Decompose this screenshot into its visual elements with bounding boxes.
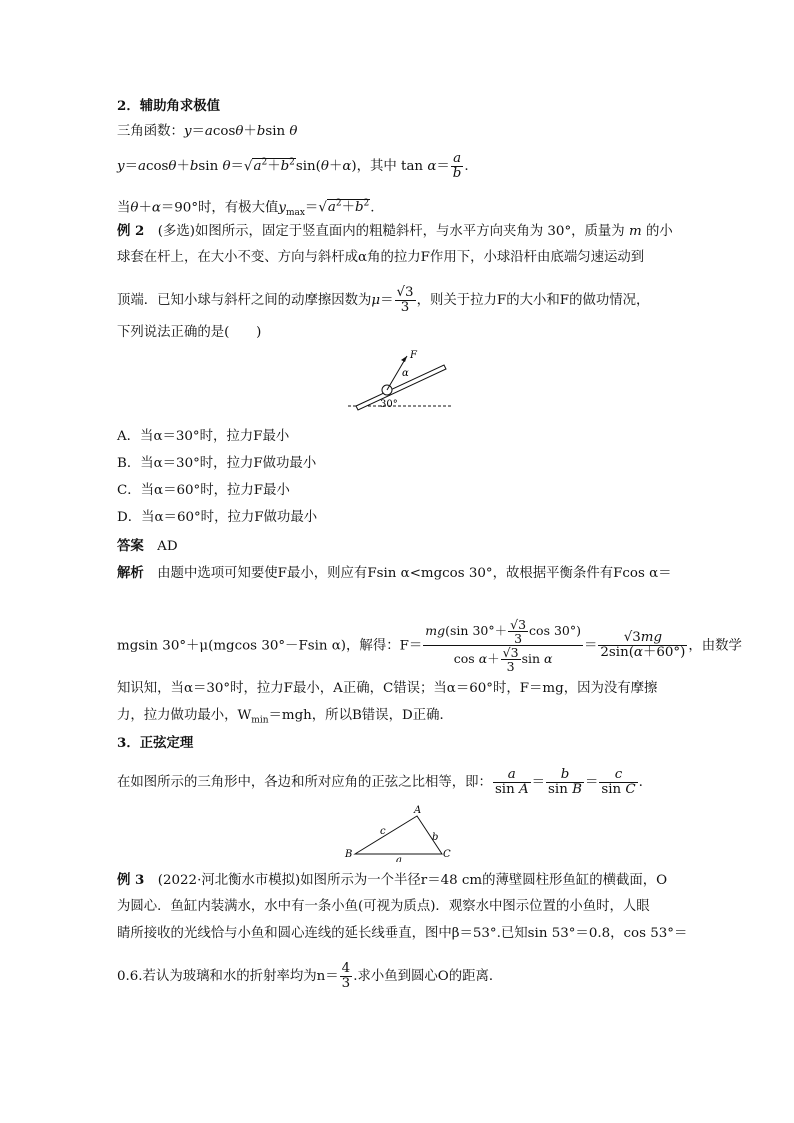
- answer-value: AD: [157, 539, 178, 554]
- example-3-line-1: 例 3 (2022·河北衡水市模拟)如图所示为一个半径r＝48 cm的薄壁圆柱形鱼缸的横截面，O: [117, 872, 668, 888]
- max-value-line: 当θ＋α＝90°时，有极大值$y_{max}=√a^2+b^2$.: [117, 199, 375, 219]
- force-arrowhead: [401, 356, 407, 362]
- example-3-line-3: 睛所接收的光线恰与小鱼和圆心连线的延长线垂直，图中β＝53°.已知sin 53°＝0.8，cos 53°＝: [117, 926, 688, 941]
- angle-30-label: 30°: [380, 399, 398, 410]
- example-2-label: 例 2: [117, 223, 145, 239]
- example-2-line-2: 球套在杆上，在大小不变、方向与斜杆成α角的拉力F作用下，小球沿杆由底端匀速运动到: [117, 250, 645, 265]
- triangle-figure: [340, 800, 460, 862]
- sine-law-line: 在如图所示的三角形中，各边和所对应角的正弦之比相等，即： $\frac{a}{\text{sin A}}$ ＝ $\frac{b}{\text{sin B}}$ ＝ $\frac{c}{\text{sin C}}$ .: [117, 767, 643, 798]
- vertex-c: C: [443, 849, 451, 860]
- example-3-label: 例 3: [117, 872, 145, 888]
- example-2-line-3: 顶端．已知小球与斜杆之间的动摩擦因数为μ＝ $\frac{√3}{3}$ ，则关于拉力F的大小和F的做功情况，: [117, 285, 650, 316]
- trig-function-line: 三角函数：y＝acosθ＋bsin θ: [117, 124, 298, 139]
- analysis-line-1: 解析 由题中选项可知要使F最小，则应有Fsin α<mgcos 30°，故根据平衡条件有Fcos α＝: [117, 565, 672, 581]
- side-a: a: [396, 855, 402, 862]
- analysis-line-3: 知识知，当α＝30°时，拉力F最小，A正确，C错误；当α＝60°时，F＝mg，因为没有摩擦: [117, 681, 658, 696]
- incline-figure: [340, 346, 460, 412]
- vertex-b: B: [345, 849, 353, 860]
- side-b: b: [432, 832, 439, 843]
- example-3-line-2: 为圆心．鱼缸内装满水，水中有一条小鱼(可视为质点)．观察水中图示位置的小鱼时，人眼: [117, 899, 650, 914]
- option-a: A．当α＝30°时，拉力F最小: [117, 429, 290, 444]
- analysis-line-2: mgsin 30°＋μ(mgcos 30°－Fsin α)，解得：F＝ mg(sin 30°＋ $\frac{√3}{3}$ cos 30°) cos α＋ $\frac{√3}{3}$ sin α ＝ $\frac{√3mg}{2\sin(\alpha+60^\circ)}$ ，由数学: [117, 617, 742, 675]
- side-c: c: [380, 826, 386, 837]
- alpha-label: α: [402, 368, 409, 379]
- trig-function-prefix: 三角函数：: [117, 124, 184, 139]
- incline-rod: [356, 365, 446, 410]
- example-3-line-4: 0.6.若认为玻璃和水的折射率均为n＝ $\frac{4}{3}$ .求小鱼到圆心O的距离．: [117, 961, 503, 992]
- section-2-heading: 2．辅助角求极值: [117, 98, 221, 114]
- vertex-a: A: [414, 805, 422, 816]
- auxiliary-angle-formula: y＝acosθ＋bsin $\theta=√a^2+b^2\sin(\theta+\alpha)$，其中 tan α＝ $\frac{a}{b}$ .: [117, 151, 469, 182]
- section-3-heading: 3．正弦定理: [117, 735, 194, 751]
- answer-line: [117, 536, 178, 557]
- example-2-line-4: 下列说法正确的是( ): [117, 325, 262, 340]
- analysis-label: 解析: [117, 565, 144, 581]
- triangle: [355, 816, 442, 854]
- force-label: F: [410, 350, 417, 361]
- example-2-line-1: 例 2 (多选)如图所示，固定于竖直面内的粗糙斜杆，与水平方向夹角为 30°，质量为 m 的小: [117, 223, 673, 239]
- option-b: B．当α＝30°时，拉力F做功最小: [117, 456, 317, 471]
- analysis-line-4: 力，拉力做功最小，$W_{min}=mgh$，所以B错误，D正确．: [117, 708, 453, 726]
- option-d: D．当α＝60°时，拉力F做功最小: [117, 510, 318, 525]
- option-c: C．当α＝60°时，拉力F最小: [117, 483, 290, 498]
- answer-label: 答案: [117, 538, 144, 554]
